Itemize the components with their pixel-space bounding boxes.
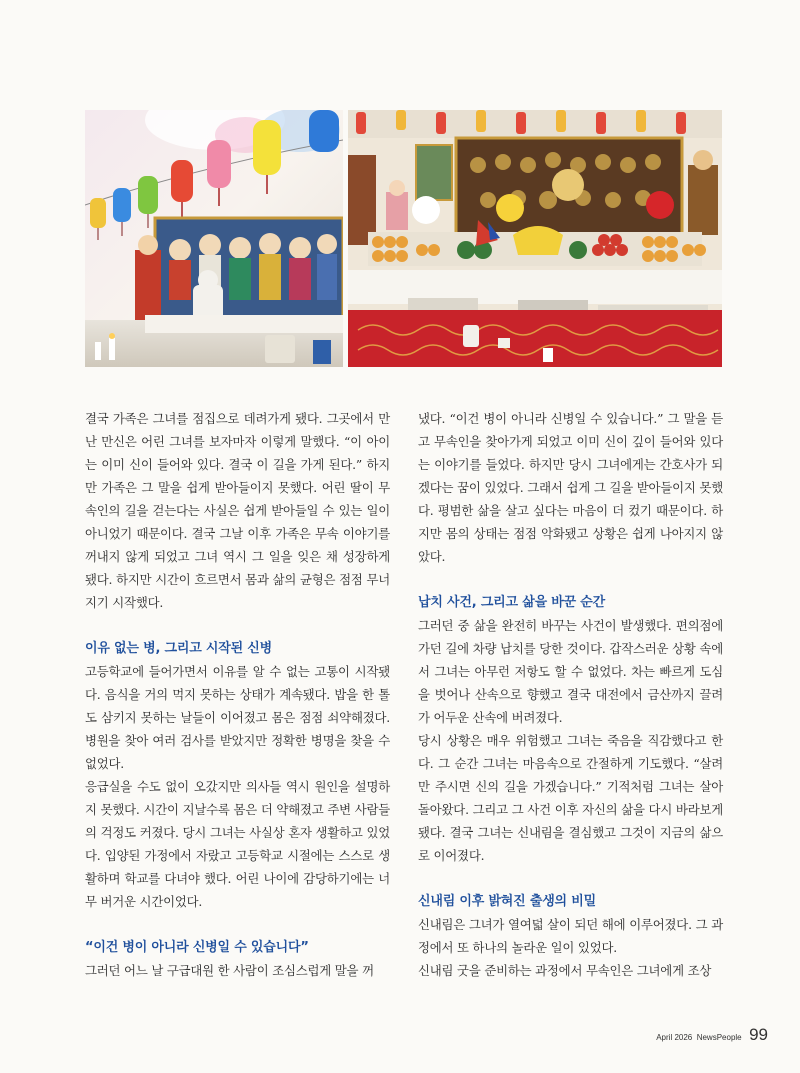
altar-photo bbox=[348, 110, 722, 367]
paragraph: 신내림 굿을 준비하는 과정에서 무속인은 그녀에게 조상 bbox=[418, 963, 712, 978]
paragraph: 냈다. “이건 병이 아니라 신병일 수 있습니다.” 그 말을 듣고 무속인을 찾아가게 되었고 이미 신이 깊이 들어와 있다는 이야기를 들었다. 하지만 당시 그녀에게는 간호사가 되겠다는 꿈이 있었다. 그래서 쉽게 그 길을 받아들이지 못했다. 평범한 삶을 살고 싶다는 마음이 더 컸기 때문이다. 하지만 몸의 상태는 점점 악화됐고 상황은 쉽게 나아지지 않았다. bbox=[418, 411, 723, 564]
paragraph: 결국 가족은 그녀를 점집으로 데려가게 됐다. 그곳에서 만난 만신은 어린 그녀를 보자마자 이렇게 말했다. “이 아이는 이미 신이 들어와 있다. 결국 이 길을 가게 된다.” 하지만 가족은 그 말을 쉽게 받아들이지 못했다. 어린 딸이 무속인의 길을 걷는다는 사실은 쉽게 받아들일 수 있는 일이 아니었기 때문이다. 결국 그날 이후 가족은 무속 이야기를 꺼내지 않게 되었고 그녀 역시 그 일을 잊은 채 성장하게 됐다. 하지만 시간이 흐르면서 몸과 삶의 균형은 점점 무너지기 시작했다. bbox=[85, 411, 390, 610]
paragraph: 당시 상황은 매우 위험했고 그녀는 죽음을 직감했다고 한다. 그 순간 그녀는 마음속으로 간절하게 기도했다. “살려만 주시면 신의 길을 가겠습니다.” 기적처럼 그녀는 살아 돌아왔다. 그리고 그 사건 이후 자신의 삶을 다시 바라보게 됐다. 결국 그녀는 신내림을 결심했고 그것이 지금의 삶으로 이어졌다. bbox=[418, 733, 723, 863]
paragraph: 신내림은 그녀가 열여덟 살이 되던 해에 이루어졌다. 그 과정에서 또 하나의 놀라운 일이 있었다. bbox=[418, 917, 723, 955]
magazine-name: NewsPeople bbox=[696, 1033, 742, 1042]
section-heading: 이유 없는 병, 그리고 시작된 신병 bbox=[85, 641, 273, 656]
shrine-photo bbox=[85, 110, 343, 367]
page-footer bbox=[656, 1025, 768, 1045]
section-heading: 신내림 이후 밝혀진 출생의 비밀 bbox=[418, 894, 596, 909]
altar-photo-image bbox=[348, 110, 722, 367]
section-heading: 납치 사건, 그리고 삶을 바꾼 순간 bbox=[418, 595, 606, 610]
photo-strip bbox=[85, 110, 722, 367]
paragraph: 그러던 어느 날 구급대원 한 사람이 조심스럽게 말을 꺼 bbox=[85, 963, 374, 978]
paragraph: 그러던 중 삶을 완전히 바꾸는 사건이 발생했다. 편의점에 가던 길에 차량 납치를 당한 것이다. 갑작스러운 상황 속에서 그녀는 아무런 저항도 할 수 없었다. 차는 빠르게 도심을 벗어나 산속으로 향했고 결국 대전에서 금산까지 끌려가 어두운 산속에 버려졌다. bbox=[418, 618, 723, 725]
page-number: 99 bbox=[749, 1025, 768, 1044]
issue-date: April 2026 bbox=[656, 1033, 693, 1042]
article-column-right bbox=[418, 407, 723, 982]
paragraph: 고등학교에 들어가면서 이유를 알 수 없는 고통이 시작됐다. 음식을 거의 먹지 못하는 상태가 계속됐다. 밥을 한 톨도 삼키지 못하는 날들이 이어졌고 몸은 점점 쇠약해졌다. 병원을 찾아 여러 검사를 받았지만 정확한 병명을 찾을 수 없었다. bbox=[85, 664, 390, 771]
section-heading: “이건 병이 아니라 신병일 수 있습니다” bbox=[85, 940, 309, 955]
shrine-photo-image bbox=[85, 110, 343, 367]
article-column-left bbox=[85, 407, 390, 982]
paragraph: 응급실을 수도 없이 오갔지만 의사들 역시 원인을 설명하지 못했다. 시간이 지날수록 몸은 더 약해졌고 주변 사람들의 걱정도 커졌다. 당시 그녀는 사실상 혼자 생활하고 있었다. 입양된 가정에서 자랐고 고등학교 시절에는 스스로 생활하며 학교를 다녀야 했다. 어린 나이에 감당하기에는 너무 버거운 시간이었다. bbox=[85, 779, 390, 909]
